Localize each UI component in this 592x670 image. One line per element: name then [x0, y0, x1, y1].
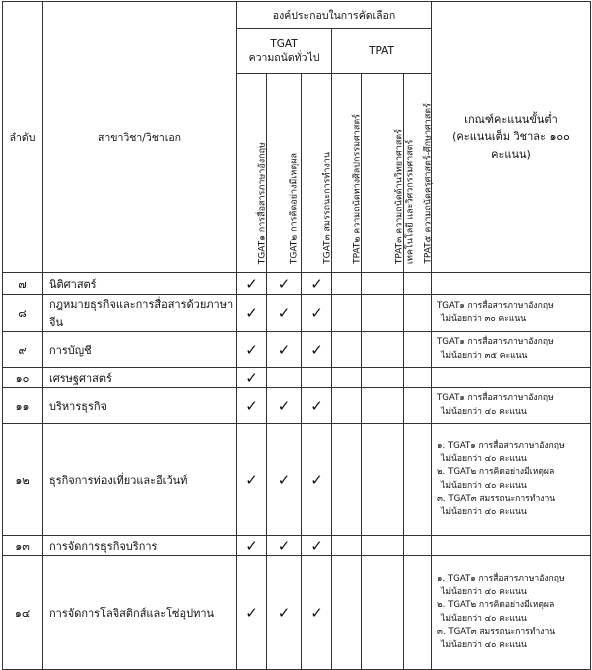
- criteria-line: ไม่น้อยกว่า ๔๐ คะแนน: [441, 613, 527, 624]
- tpat-header: TPAT: [332, 29, 432, 74]
- criteria-line: TGAT๑ การสื่อสารภาษาอังกฤษ: [437, 393, 554, 404]
- check-tgat3: ✓: [302, 388, 332, 424]
- col-tpat2-label: TPAT๒ ความถนัดทางศิลปกรรมศาสตร์: [352, 114, 363, 264]
- criteria-header-line1: เกณฑ์คะแนนขั้นต่ำ: [464, 112, 558, 126]
- cell-tpat2: [332, 295, 362, 332]
- col-tgat3-label: TGAT๓ สมรรถนะการทำงาน: [322, 152, 333, 264]
- col-tgat1-label: TGAT๑ การสื่อสารภาษาอังกฤษ: [257, 141, 268, 264]
- col-tpat5: [404, 74, 432, 273]
- criteria-line: TGAT๑ การสื่อสารภาษาอังกฤษ: [437, 300, 554, 311]
- criteria-header: [432, 2, 591, 273]
- table-row: [3, 368, 591, 388]
- cell-tpat5: [404, 332, 432, 368]
- check-tgat3: ✓: [302, 295, 332, 332]
- cell-tpat3: [362, 424, 404, 536]
- check-tgat1: ✓: [237, 424, 267, 536]
- admission-table: [2, 1, 591, 670]
- criteria-line: ๓. TGAT๓ สมรรถนะการทำงาน: [437, 493, 556, 504]
- tgat-sublabel: ความถนัดทั่วไป: [248, 52, 320, 64]
- check-tgat3: [302, 368, 332, 388]
- criteria-line: ไม่น้อยกว่า ๔๐ คะแนน: [441, 406, 527, 417]
- cell-tpat2: [332, 332, 362, 368]
- check-tgat2: ✓: [267, 388, 302, 424]
- check-tgat1: ✓: [237, 273, 267, 295]
- criteria-cell: [432, 424, 591, 536]
- criteria-header-line2: (คะแนนเต็ม วิชาละ ๑๐๐: [452, 130, 570, 144]
- check-tgat3: ✓: [302, 536, 332, 556]
- components-header: องค์ประกอบในการคัดเลือก: [237, 2, 432, 29]
- col-tpat5-label: TPAT๕ ความถนัดครุศาสตร์-ศึกษาศาสตร์: [423, 103, 434, 264]
- cell-tpat3: [362, 368, 404, 388]
- col-tgat2: [267, 74, 302, 273]
- check-tgat1: ✓: [237, 368, 267, 388]
- check-tgat2: ✓: [267, 536, 302, 556]
- cell-tpat2: [332, 424, 362, 536]
- criteria-line: ไม่น้อยกว่า ๔๐ คะแนน: [441, 480, 527, 491]
- criteria-line: ไม่น้อยกว่า ๓๕ คะแนน: [441, 350, 528, 361]
- col-tpat2: [332, 74, 362, 273]
- cell-tpat2: [332, 388, 362, 424]
- cell-tpat2: [332, 368, 362, 388]
- row-number: ๑๐: [3, 368, 43, 388]
- cell-tpat3: [362, 556, 404, 670]
- field-name: บริหารธุรกิจ: [43, 388, 237, 424]
- field-name: เศรษฐศาสตร์: [43, 368, 237, 388]
- cell-tpat5: [404, 556, 432, 670]
- cell-tpat3: [362, 388, 404, 424]
- check-tgat3: ✓: [302, 332, 332, 368]
- check-tgat1: ✓: [237, 295, 267, 332]
- criteria-cell: [432, 536, 591, 556]
- cell-tpat3: [362, 536, 404, 556]
- field-name: การจัดการธุรกิจบริการ: [43, 536, 237, 556]
- cell-tpat2: [332, 556, 362, 670]
- check-tgat1: ✓: [237, 388, 267, 424]
- cell-tpat5: [404, 424, 432, 536]
- criteria-line: ไม่น้อยกว่า ๔๐ คะแนน: [441, 586, 527, 597]
- check-tgat2: ✓: [267, 424, 302, 536]
- cell-tpat3: [362, 332, 404, 368]
- cell-tpat2: [332, 273, 362, 295]
- table-row: [3, 536, 591, 556]
- check-tgat1: ✓: [237, 556, 267, 670]
- tgat-label: TGAT: [270, 37, 298, 50]
- field-name: ธุรกิจการท่องเที่ยวและอีเว้นท์: [43, 424, 237, 536]
- row-number: ๑๔: [3, 556, 43, 670]
- col-tgat1: [237, 74, 267, 273]
- table-row: [3, 556, 591, 670]
- criteria-cell: [432, 273, 591, 295]
- criteria-line: ไม่น้อยกว่า ๔๐ คะแนน: [441, 640, 527, 651]
- row-number: ๘: [3, 295, 43, 332]
- criteria-line: ๒. TGAT๒ การคิดอย่างมีเหตุผล: [437, 600, 555, 611]
- table-row: [3, 332, 591, 368]
- seq-header: ลำดับ: [3, 2, 43, 273]
- cell-tpat2: [332, 536, 362, 556]
- criteria-line: ไม่น้อยกว่า ๔๐ คะแนน: [441, 453, 527, 464]
- table-row: [3, 388, 591, 424]
- cell-tpat5: [404, 536, 432, 556]
- criteria-line: ๑. TGAT๑ การสื่อสารภาษาอังกฤษ: [437, 573, 565, 584]
- criteria-line: ๒. TGAT๒ การคิดอย่างมีเหตุผล: [437, 467, 555, 478]
- check-tgat2: ✓: [267, 332, 302, 368]
- field-name: การบัญชี: [43, 332, 237, 368]
- criteria-line: ๑. TGAT๑ การสื่อสารภาษาอังกฤษ: [437, 440, 565, 451]
- col-tpat3: [362, 74, 415, 273]
- row-number: ๑๒: [3, 424, 43, 536]
- criteria-cell: [432, 295, 591, 332]
- criteria-cell: [432, 332, 591, 368]
- row-number: ๙: [3, 332, 43, 368]
- criteria-line: ๓. TGAT๓ สมรรถนะการทำงาน: [437, 626, 556, 637]
- table-row: [3, 273, 591, 295]
- check-tgat2: ✓: [267, 556, 302, 670]
- criteria-cell: [432, 388, 591, 424]
- field-name: กฎหมายธุรกิจและการสื่อสารด้วยภาษาจีน: [43, 295, 237, 332]
- cell-tpat5: [404, 295, 432, 332]
- cell-tpat5: [404, 273, 432, 295]
- table-row: [3, 295, 591, 332]
- criteria-line: ไม่น้อยกว่า ๔๐ คะแนน: [441, 507, 527, 518]
- criteria-cell: [432, 556, 591, 670]
- criteria-cell: [432, 368, 591, 388]
- col-tgat2-label: TGAT๒ การคิดอย่างมีเหตุผล: [289, 152, 300, 264]
- criteria-header-line3: คะแนน): [491, 147, 531, 161]
- criteria-line: TGAT๑ การสื่อสารภาษาอังกฤษ: [437, 337, 554, 348]
- tgat-header: [237, 29, 332, 74]
- check-tgat1: ✓: [237, 536, 267, 556]
- field-name: การจัดการโลจิสติกส์และโซ่อุปทาน: [43, 556, 237, 670]
- field-header: สาขาวิชา/วิชาเอก: [43, 2, 237, 273]
- check-tgat2: [267, 368, 302, 388]
- cell-tpat5: [404, 368, 432, 388]
- table-row: [3, 424, 591, 536]
- row-number: ๑๑: [3, 388, 43, 424]
- table-body: [3, 273, 591, 670]
- col-tpat3-line1: TPAT๓ ความถนัดด้านวิทยาศาสตร์: [393, 128, 404, 264]
- col-tpat3-line2: เทคโนโลยี และวิศวกรรมศาสตร์: [405, 139, 415, 264]
- row-number: ๑๓: [3, 536, 43, 556]
- check-tgat3: ✓: [302, 424, 332, 536]
- criteria-line: ไม่น้อยกว่า ๓๐ คะแนน: [441, 314, 527, 324]
- check-tgat2: ✓: [267, 273, 302, 295]
- col-tgat3: [302, 74, 332, 273]
- check-tgat1: ✓: [237, 332, 267, 368]
- cell-tpat3: [362, 273, 404, 295]
- check-tgat2: ✓: [267, 295, 302, 332]
- check-tgat3: ✓: [302, 273, 332, 295]
- field-name: นิติศาสตร์: [43, 273, 237, 295]
- row-number: ๗: [3, 273, 43, 295]
- cell-tpat5: [404, 388, 432, 424]
- cell-tpat3: [362, 295, 404, 332]
- check-tgat3: ✓: [302, 556, 332, 670]
